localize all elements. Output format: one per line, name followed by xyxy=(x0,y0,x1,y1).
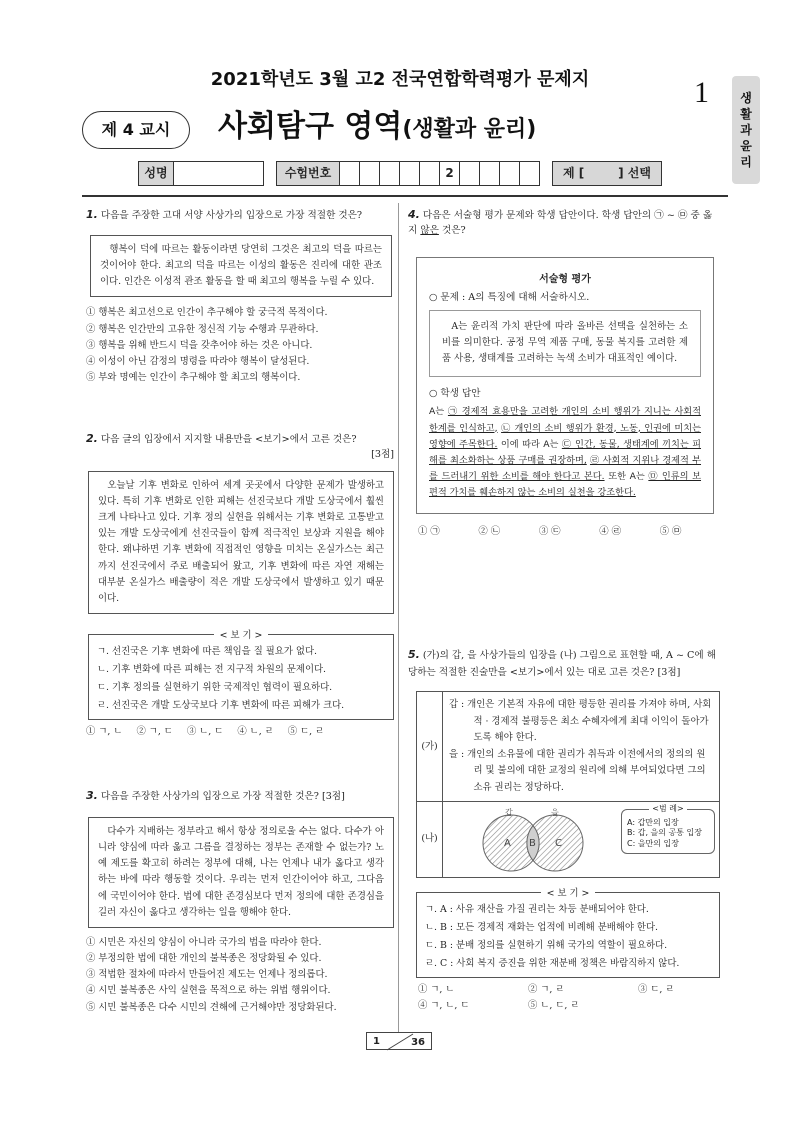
answer-underlined-3: ㉢ 인간, 동물, 생태계에 끼치는 피해를 최소화하는 상품 구매를 권장하며, xyxy=(429,438,702,466)
exam-number-label: 수험번호 xyxy=(276,161,340,186)
answer-option[interactable]: ③ ㄴ, ㄷ xyxy=(186,725,224,737)
bogi-item: ㄹ. 선진국은 개발 도상국보다 기후 변화에 따른 피해가 크다. xyxy=(97,699,345,711)
stem-not: 않은 xyxy=(420,224,439,236)
side-tab-char: 과 xyxy=(740,123,752,137)
question-stem xyxy=(86,787,394,805)
answer-underlined-4: ㉣ 사회적 지위나 경제적 부를 드러내기 위한 소비를 해야 한다고 본다. xyxy=(429,454,702,482)
answer-option[interactable]: ② 행복은 인간만의 고유한 정신적 기능 수행과 무관하다. xyxy=(86,323,319,335)
venn-region-a: A xyxy=(504,837,511,849)
answer-options xyxy=(86,935,394,1016)
answer-option[interactable]: ④ 시민 불복종은 사익 실현을 목적으로 하는 위법 행위이다. xyxy=(86,985,331,997)
venn-label-right: 을 xyxy=(551,807,559,817)
question-2 xyxy=(86,430,394,740)
venn-legend xyxy=(621,803,715,854)
question-5 xyxy=(408,646,722,1014)
na-label: (나) xyxy=(417,802,443,878)
bogi-box xyxy=(88,630,394,719)
bogi-item: ㄷ. B : 분배 정의를 실현하기 위해 국가의 역할이 필요하다. xyxy=(425,939,668,951)
stem-text-b: 것은? xyxy=(441,224,466,236)
passage-text: 오늘날 기후 변화로 인하여 세계 곳곳에서 다양한 문제가 발생하고 있다. 특히 기후 변화로 인한 피해는 선진국보다 개발 도상국에서 훨씬 크게 나타나고 있다. 기후 정의 실현을 위해서는 기후 변화로 고통받고 있는 개발 도상국에게 선진국들이 함께 적극적인 보상과 지원을 해야 한다. 왜냐하면 기후 변화에 직접적인 영향을 미치는 온실가스는 최근까지 선진국에서 주로 배출되어 왔고, 기후 변화에 따른 자연 재해는 대부분 온실가스 배출량이 적은 개발 도상국에서 발생하고 있기 때문이다. xyxy=(98,479,384,604)
name-field[interactable] xyxy=(174,161,264,186)
answer-option[interactable]: ① 행복은 최고선으로 인간이 추구해야 할 궁극적 목적이다. xyxy=(86,307,328,319)
exam-number-digit-box[interactable] xyxy=(380,161,400,186)
eul-text: 을 : 개인의 소유물에 대한 권리가 취득과 이전에서의 정의의 원리 및 불의에 대한 교정의 원리에 의해 부여되었다면 그의 소유 권리는 정당하다. xyxy=(449,748,706,793)
footer-page: 1 xyxy=(373,1036,380,1047)
question-1 xyxy=(86,206,392,386)
answer-underlined-2: ㉡ 개인의 소비 행위가 환경, 노동, 인권에 미치는 영향에 주목한다. xyxy=(429,422,702,450)
question-number: 3. xyxy=(86,789,98,802)
legend-item: A: 갑만의 입장 xyxy=(627,817,679,827)
exam-number-digit-box[interactable] xyxy=(500,161,520,186)
exam-number-digit-box[interactable] xyxy=(340,161,360,186)
legend-item: B: 갑, 을의 공통 입장 xyxy=(627,828,702,838)
exam-title: 2021학년도 3월 고2 전국연합학력평가 문제지 xyxy=(210,69,590,90)
answer-options xyxy=(86,724,394,740)
subject-side-tab xyxy=(732,76,760,184)
question-number: 1. xyxy=(86,208,98,221)
bogi-item: ㄷ. 기후 정의를 실현하기 위한 국제적인 협력이 필요하다. xyxy=(97,681,333,693)
answer-option[interactable]: ④ ㄴ, ㄹ xyxy=(237,725,274,737)
bogi-item: ㄴ. B : 모든 경제적 재화는 업적에 비례해 분배해야 한다. xyxy=(425,921,659,933)
bogi-item: ㄹ. C : 사회 복지 증진을 위한 재분배 정책은 바람직하지 않다. xyxy=(425,957,680,969)
question-stem xyxy=(408,646,722,681)
answer-option[interactable]: ③ ㄷ, ㄹ xyxy=(638,983,675,995)
stem-text-a: 다음은 서술형 평가 문제와 학생 답안이다. 학생 답안의 ㉠ ~ ㉤ 중 옳지 xyxy=(408,210,713,236)
stem-text: 다음을 주장한 고대 서양 사상가의 입장으로 가장 적절한 것은? xyxy=(100,210,363,221)
exam-number-digit-box[interactable] xyxy=(480,161,500,186)
exam-number-digit-box[interactable] xyxy=(460,161,480,186)
bogi-item: ㄱ. A : 사유 재산을 가질 권리는 차등 분배되어야 한다. xyxy=(425,904,649,916)
question-stem xyxy=(86,430,394,448)
answer-underlined-1: ㉠ 경제적 효용만을 고려한 개인의 소비 행위가 지니는 사회적 한계를 인식하고, xyxy=(429,406,701,434)
stem-text: (가)의 갑, 을 사상가들의 입장을 (나) 그림으로 표현할 때, A ~ C에 해당하는 적절한 진술만을 <보기>에서 있는 대로 고른 것은? [3점] xyxy=(408,650,716,678)
answer-option[interactable]: ⑤ 부와 명예는 인간이 추구해야 할 최고의 행복이다. xyxy=(86,372,301,384)
side-tab-char: 활 xyxy=(740,107,752,121)
ga-content xyxy=(443,692,720,802)
answer-option[interactable]: ③ ㉢ xyxy=(538,526,561,538)
name-label: 성명 xyxy=(138,161,174,186)
answer-underlined-5: ㉤ 인류의 보편적 가치를 훼손하지 않는 소비의 실천을 강조한다. xyxy=(429,470,702,498)
answer-options xyxy=(86,305,392,386)
answer-option[interactable]: ③ 적법한 절차에 따라서 만들어진 제도는 언제나 정의롭다. xyxy=(86,969,328,981)
question-number: 2. xyxy=(86,432,98,445)
answer-option[interactable]: ⑤ ㉤ xyxy=(659,526,682,538)
subject-main: 사회탐구 영역 xyxy=(218,109,403,144)
essay-frame xyxy=(416,257,714,514)
definition-text: A는 윤리적 가치 판단에 따라 올바른 선택을 실천하는 소비를 의미한다. 공정 무역 제품 구매, 동물 복지를 고려한 제품 사용, 생태계를 고려하는 녹색 소비가 대표적인 예이다. xyxy=(442,321,688,365)
exam-number-digit-box[interactable] xyxy=(400,161,420,186)
venn-region-c: C xyxy=(555,837,562,849)
answer-options xyxy=(418,524,720,540)
passage-table xyxy=(416,691,720,878)
stem-text: 다음을 주장한 사상가의 입장으로 가장 적절한 것은? [3점] xyxy=(100,791,345,802)
answer-option[interactable]: ④ ㉣ xyxy=(599,526,621,538)
bogi-box xyxy=(416,888,720,977)
passage-box xyxy=(88,471,394,614)
question-stem xyxy=(408,206,720,239)
question-number: 4. xyxy=(408,208,420,221)
points-label: [3점] xyxy=(371,448,394,460)
bogi-title: < 보 기 > xyxy=(214,630,269,641)
answer-option[interactable]: ④ 이성이 아닌 감정의 명령을 따라야 행복이 달성된다. xyxy=(86,355,310,367)
answer-segment: 이에 따라 A는 xyxy=(497,438,562,450)
side-tab-char: 리 xyxy=(740,155,752,169)
answer-option[interactable]: ② ㄱ, ㄹ xyxy=(528,983,565,995)
exam-number-digit-box: 2 xyxy=(440,161,460,186)
passage-box xyxy=(88,817,394,928)
student-info-row xyxy=(138,161,691,186)
answer-option[interactable]: ① ㄱ, ㄴ xyxy=(418,983,455,995)
answer-option[interactable]: ⑤ ㄷ, ㄹ xyxy=(287,725,325,737)
answer-option[interactable]: ① 시민은 자신의 양심이 아니라 국가의 법을 따라야 한다. xyxy=(86,936,322,948)
question-3 xyxy=(86,787,394,1016)
selection-label-right: ] 선택 xyxy=(618,166,651,181)
legend-title: <범 례> xyxy=(649,804,686,813)
question-number: 5. xyxy=(408,648,420,661)
passage-box xyxy=(90,235,392,298)
venn-label-left: 갑 xyxy=(505,807,513,817)
answer-heading: ○ 학생 답안 xyxy=(429,387,481,399)
ga-label: (가) xyxy=(417,692,443,802)
question-stem xyxy=(86,206,392,224)
venn-region-b: B xyxy=(529,837,536,849)
answer-segment: 또한 A는 xyxy=(604,470,649,482)
exam-number-digit-box[interactable] xyxy=(420,161,440,186)
exam-number-digit-box[interactable] xyxy=(520,161,540,186)
answer-option[interactable]: ① ㄱ, ㄴ xyxy=(86,725,123,737)
column-divider xyxy=(398,203,399,1033)
subject-sub: (생활과 윤리) xyxy=(402,117,537,142)
legend-item: C: 을만의 입장 xyxy=(627,839,680,849)
bogi-item: ㄴ. 기후 변화에 따른 피해는 전 지구적 차원의 문제이다. xyxy=(97,663,327,675)
answer-option[interactable]: ③ 행복을 위해 반드시 덕을 갖추어야 하는 것은 아니다. xyxy=(86,339,313,351)
answer-option[interactable]: ① ㉠ xyxy=(418,526,440,538)
definition-box xyxy=(429,310,701,377)
answer-option[interactable]: ④ ㄱ, ㄴ, ㄷ xyxy=(418,999,470,1011)
bogi-title: < 보 기 > xyxy=(541,888,596,899)
subject-title xyxy=(218,104,536,151)
answer-option[interactable]: ② ㉡ xyxy=(478,526,501,538)
answer-option[interactable]: ⑤ ㄴ, ㄷ, ㄹ xyxy=(528,999,580,1011)
page-number: 1 xyxy=(694,76,709,109)
header-divider xyxy=(82,195,728,197)
stem-text: 다음 글의 입장에서 지지할 내용만을 <보기>에서 고른 것은? xyxy=(100,434,357,445)
passage-text: 다수가 지배하는 정부라고 해서 항상 정의로울 수는 없다. 다수가 아니라 양심에 따라 옳고 그름을 결정하는 정부는 존재할 수 없는가? 노예 제도를 확고히 하려는 정부에 대해, 나는 언제나 내가 옳다고 생각하는 바에 따라 행동할 것이다. 우리는 먼저 인간이어야 하고, 그다음에 국민이어야 한다. 법에 대한 존경심보다 먼저 정의에 대한 존경심을 길러 자신이 옳다고 생각하는 일을 행해야 한다. xyxy=(98,825,384,918)
passage-text: 행복이 덕에 따르는 활동이라면 당연히 그것은 최고의 덕을 따르는 것이어야 한다. 최고의 덕을 따르는 이성의 활동은 진리에 대한 관조이다. 인간은 이성적 관조 활동을 할 때 최고의 행복을 누릴 수 있다. xyxy=(100,243,382,288)
side-tab-char: 윤 xyxy=(740,139,752,153)
selection-label-left: 제 [ xyxy=(563,166,585,181)
student-answer xyxy=(429,404,701,501)
gap-text: 갑 : 개인은 기본적 자유에 대한 평등한 권리를 가져야 하며, 사회적 · 경제적 불평등은 최소 수혜자에게 최대 이익이 돌아가도록 해야 한다. xyxy=(449,699,712,744)
side-tab-char: 생 xyxy=(740,91,752,105)
selection-label xyxy=(552,161,662,186)
answer-option[interactable]: ② ㄱ, ㄷ xyxy=(136,725,173,737)
essay-title: 서술형 평가 xyxy=(539,273,591,285)
period-badge: 제 4 교시 xyxy=(82,111,190,149)
answer-options xyxy=(418,982,722,1014)
question-4 xyxy=(408,206,720,540)
bogi-item: ㄱ. 선진국은 기후 변화에 따른 책임을 질 필요가 없다. xyxy=(97,646,317,658)
exam-number-digit-box[interactable] xyxy=(360,161,380,186)
answer-option[interactable]: ⑤ 시민 불복종은 다수 시민의 견해에 근거해야만 정당화된다. xyxy=(86,1001,337,1013)
essay-question: ○ 문제 : A의 특징에 대해 서술하시오. xyxy=(429,292,590,304)
na-content xyxy=(443,802,720,878)
answer-segment: A는 xyxy=(429,406,448,418)
page-footer xyxy=(366,1032,432,1050)
answer-option[interactable]: ② 부정의한 법에 대한 개인의 불복종은 정당화될 수 있다. xyxy=(86,953,322,965)
footer-total: 36 xyxy=(411,1037,425,1048)
